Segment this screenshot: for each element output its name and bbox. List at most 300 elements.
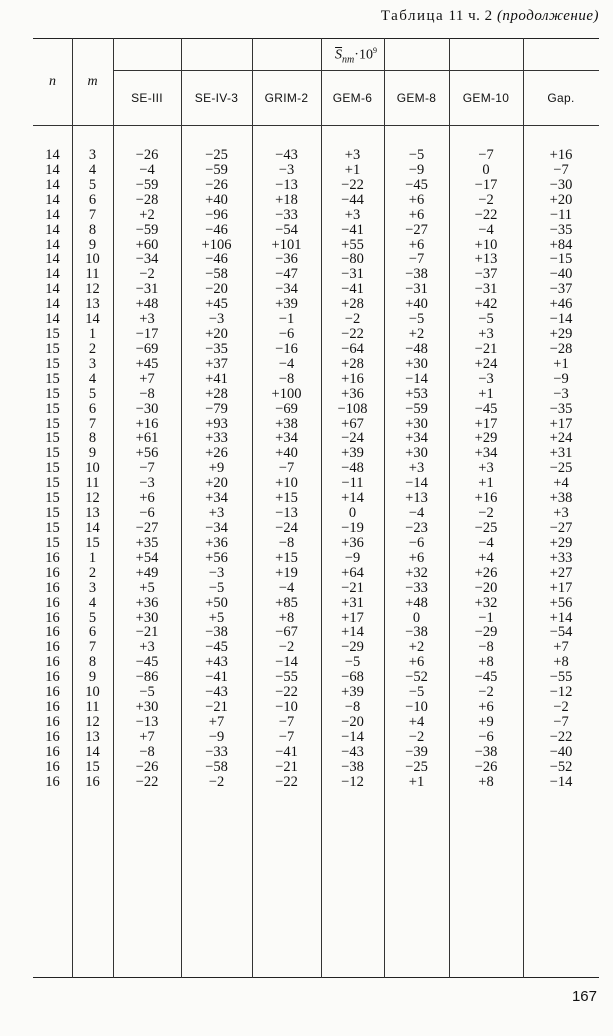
cell-grim-2: −36: [275, 251, 298, 268]
cell-se-iv-3: +34: [205, 490, 228, 507]
cell-gem-6: +36: [341, 385, 364, 402]
cell-m: 10: [85, 460, 100, 477]
cell-n: 14: [45, 206, 60, 223]
table-row: [33, 625, 599, 640]
cell-gem-10: −26: [474, 758, 498, 775]
cell-se-iv-3: +43: [205, 654, 228, 671]
cell-gem-6: +28: [341, 355, 364, 372]
cell-gem-6: −24: [341, 430, 364, 447]
cell-n: 15: [45, 534, 60, 551]
cell-se-iv-3: +9: [208, 460, 225, 477]
cell-grim-2: −8: [278, 534, 295, 551]
table-row: [33, 476, 599, 491]
cell-gem-8: +30: [405, 415, 428, 432]
cell-se-iii: +3: [139, 311, 155, 328]
cell-gem-10: −29: [474, 624, 498, 641]
cell-gem-8: +6: [408, 191, 425, 208]
cell-se-iv-3: −33: [205, 743, 228, 760]
cell-se-iii: +30: [135, 609, 159, 626]
cell-m: 7: [88, 639, 97, 656]
cell-gem-8: +34: [405, 430, 428, 447]
cell-grim-2: +18: [275, 191, 298, 208]
cell-gem-10: −45: [474, 400, 498, 417]
cell-gem-8: −9: [408, 161, 425, 178]
table-row: [33, 267, 599, 282]
cell-gem-6: +55: [341, 236, 364, 253]
cell-se-iv-3: −3: [208, 311, 225, 328]
cell-se-iv-3: +26: [205, 445, 228, 462]
cell-m: 6: [88, 624, 97, 641]
table-row: [33, 312, 599, 327]
cell-gem-10: −2: [478, 684, 494, 701]
table-row: [33, 775, 599, 790]
table-row: [33, 551, 599, 566]
cell-n: 14: [45, 266, 60, 283]
cell-gem-6: +14: [341, 490, 364, 507]
cell-gem-6: −12: [341, 773, 364, 790]
cell-grim-2: +15: [275, 549, 298, 566]
cell-gem-8: −23: [405, 520, 428, 536]
cell-gem-6: +17: [341, 609, 364, 626]
cell-gem-8: −33: [405, 579, 428, 596]
cell-se-iv-3: −46: [205, 251, 228, 268]
cell-gem-8: +30: [405, 355, 428, 372]
cell-n: 15: [45, 475, 60, 492]
cell-n: 16: [45, 579, 60, 596]
table-row: [33, 685, 599, 700]
cell-gap: +17: [549, 415, 573, 432]
cell-m: 3: [88, 355, 97, 372]
table-row: [33, 461, 599, 476]
cell-gem-8: −2: [408, 728, 425, 745]
cell-gem-10: +1: [478, 475, 494, 492]
cell-se-iii: −28: [135, 191, 159, 208]
cell-gem-6: +36: [341, 534, 364, 551]
table-row: [33, 745, 599, 760]
cell-gap: −15: [549, 251, 573, 268]
cell-gem-6: −2: [344, 311, 361, 328]
cell-se-iii: −86: [135, 669, 159, 686]
cell-m: 15: [85, 758, 100, 775]
cell-gem-6: −41: [341, 221, 364, 238]
cell-se-iii: +3: [139, 639, 155, 656]
cell-n: 15: [45, 370, 60, 387]
cell-gap: +84: [549, 236, 573, 253]
cell-n: 15: [45, 490, 60, 507]
caption-number: 11 ч. 2: [448, 8, 493, 24]
cell-gem-8: +13: [405, 490, 428, 507]
cell-m: 4: [88, 161, 97, 178]
cell-n: 14: [45, 161, 60, 178]
cell-se-iv-3: +37: [205, 355, 228, 372]
table-row: [33, 238, 599, 253]
cell-gem-10: +3: [478, 460, 494, 477]
cell-n: 16: [45, 713, 60, 730]
cell-m: 8: [88, 430, 97, 447]
cell-grim-2: +38: [275, 415, 298, 432]
cell-grim-2: −33: [275, 206, 298, 223]
cell-se-iv-3: −46: [205, 221, 228, 238]
cell-se-iv-3: +20: [205, 326, 228, 343]
cell-gem-10: −4: [478, 534, 494, 551]
cell-gap: +17: [549, 579, 573, 596]
cell-gem-10: −4: [478, 221, 494, 238]
cell-se-iii: −59: [135, 221, 159, 238]
cell-gem-6: −5: [344, 654, 361, 671]
table-row: [33, 193, 599, 208]
header-group-snm: $\overline{S}_{nm}\cdot 10^9$: [335, 46, 377, 66]
cell-gem-10: −45: [474, 669, 498, 686]
cell-se-iv-3: −20: [205, 281, 228, 298]
cell-gem-8: −52: [405, 669, 428, 686]
cell-gem-8: +6: [408, 549, 425, 566]
cell-gem-10: +26: [474, 564, 498, 581]
cell-se-iii: −7: [139, 460, 155, 477]
cell-se-iii: +16: [135, 415, 159, 432]
header-col-se-iv-3: SE-IV-3: [194, 91, 239, 105]
cell-grim-2: −8: [278, 370, 295, 387]
cell-gem-6: +39: [341, 684, 364, 701]
table-row: [33, 521, 599, 536]
cell-gem-6: −14: [341, 728, 364, 745]
cell-gap: +29: [549, 534, 573, 551]
cell-gem-8: +3: [408, 460, 425, 477]
cell-se-iv-3: −79: [205, 400, 228, 417]
cell-gap: +24: [549, 430, 573, 447]
cell-se-iv-3: +56: [205, 549, 228, 566]
cell-m: 5: [88, 385, 97, 402]
cell-gap: −27: [549, 520, 573, 536]
cell-gem-8: +6: [408, 236, 425, 253]
cell-gem-6: −44: [341, 191, 364, 208]
table-row: [33, 178, 599, 193]
cell-grim-2: +15: [275, 490, 298, 507]
cell-se-iii: −21: [135, 624, 159, 641]
cell-gem-6: −29: [341, 639, 364, 656]
cell-se-iv-3: +40: [205, 191, 228, 208]
cell-gem-6: −48: [341, 460, 364, 477]
cell-gem-8: +6: [408, 654, 425, 671]
cell-grim-2: −3: [278, 161, 295, 178]
cell-n: 16: [45, 728, 60, 745]
table-row: [33, 148, 599, 163]
cell-m: 9: [88, 669, 97, 686]
cell-gem-10: −6: [478, 728, 494, 745]
cell-gem-10: −21: [474, 340, 498, 357]
cell-gem-8: −5: [408, 311, 425, 328]
cell-m: 8: [88, 654, 97, 671]
cell-gap: +31: [549, 445, 573, 462]
cell-gem-6: −64: [341, 340, 364, 357]
cell-gem-10: −5: [478, 311, 494, 328]
cell-n: 16: [45, 609, 60, 626]
cell-n: 14: [45, 236, 60, 253]
table-row: [33, 252, 599, 267]
cell-n: 14: [45, 191, 60, 208]
cell-n: 16: [45, 758, 60, 775]
cell-gap: −52: [549, 758, 573, 775]
cell-se-iv-3: −21: [205, 699, 228, 716]
cell-m: 2: [88, 564, 97, 581]
cell-grim-2: +34: [275, 430, 298, 447]
table-caption: [381, 8, 599, 25]
cell-gem-10: −20: [474, 579, 498, 596]
cell-m: 9: [88, 445, 97, 462]
cell-se-iv-3: +45: [205, 296, 228, 313]
cell-m: 14: [85, 520, 100, 536]
table-row: [33, 357, 599, 372]
cell-gem-8: −5: [408, 684, 425, 701]
page-number: 167: [571, 988, 597, 1005]
header-m: m: [87, 74, 98, 89]
cell-gem-8: +32: [405, 564, 428, 581]
cell-gem-6: −38: [341, 758, 364, 775]
cell-gem-10: +24: [474, 355, 498, 372]
table-row: [33, 655, 599, 670]
cell-m: 4: [88, 370, 97, 387]
cell-m: 4: [88, 594, 97, 611]
cell-n: 16: [45, 639, 60, 656]
cell-se-iii: +35: [135, 534, 159, 551]
table-row: [33, 670, 599, 685]
cell-m: 7: [88, 415, 97, 432]
cell-n: 15: [45, 430, 60, 447]
cell-se-iii: +7: [139, 728, 155, 745]
cell-n: 14: [45, 221, 60, 238]
cell-gem-10: +1: [478, 385, 494, 402]
cell-gem-8: −4: [408, 505, 425, 522]
cell-gap: −40: [549, 266, 573, 283]
cell-se-iv-3: +3: [208, 505, 225, 522]
cell-se-iv-3: −96: [205, 206, 228, 223]
cell-m: 11: [85, 475, 100, 492]
cell-gem-10: +29: [474, 430, 498, 447]
cell-gem-10: +10: [474, 236, 498, 253]
cell-grim-2: −69: [275, 400, 298, 417]
cell-se-iv-3: −38: [205, 624, 228, 641]
cell-grim-2: −2: [278, 639, 295, 656]
cell-m: 14: [85, 743, 100, 760]
cell-gem-8: −38: [405, 624, 428, 641]
header-col-grim-2: GRIM-2: [264, 91, 309, 105]
cell-n: 16: [45, 624, 60, 641]
cell-gem-6: −22: [341, 326, 364, 343]
cell-n: 16: [45, 743, 60, 760]
cell-gap: −28: [549, 340, 573, 357]
cell-se-iv-3: +106: [201, 236, 232, 253]
cell-gem-6: −21: [341, 579, 364, 596]
cell-gem-10: +3: [478, 326, 494, 343]
cell-gap: +27: [549, 564, 573, 581]
cell-n: 15: [45, 460, 60, 477]
cell-m: 2: [88, 340, 97, 357]
header-n: n: [49, 74, 56, 89]
cell-grim-2: −55: [275, 669, 298, 686]
cell-se-iii: +6: [139, 490, 155, 507]
cell-m: 5: [88, 176, 97, 193]
cell-gem-8: −31: [405, 281, 428, 298]
cell-gem-8: +40: [405, 296, 428, 313]
cell-gem-6: −11: [341, 475, 364, 492]
cell-gem-6: +31: [341, 594, 364, 611]
table-row: [33, 506, 599, 521]
cell-gem-10: −2: [478, 505, 494, 522]
table-row: [33, 446, 599, 461]
cell-gem-6: −31: [341, 266, 364, 283]
cell-se-iv-3: −3: [208, 564, 225, 581]
cell-m: 15: [85, 534, 100, 551]
cell-grim-2: −47: [275, 266, 298, 283]
table-row: [33, 342, 599, 357]
table-row: [33, 596, 599, 611]
cell-gap: +3: [553, 505, 569, 522]
cell-se-iii: −4: [139, 161, 155, 178]
cell-gem-10: −8: [478, 639, 494, 656]
table-row: [33, 417, 599, 432]
cell-m: 9: [88, 236, 97, 253]
cell-gem-8: −7: [408, 251, 425, 268]
cell-se-iii: −8: [139, 743, 155, 760]
cell-se-iii: −26: [135, 758, 159, 775]
cell-n: 14: [45, 281, 60, 298]
cell-gap: +29: [549, 326, 573, 343]
cell-m: 13: [85, 296, 100, 313]
cell-gap: −14: [549, 773, 573, 790]
cell-grim-2: −7: [278, 713, 295, 730]
cell-se-iii: −26: [135, 147, 159, 163]
header-col-gem-8: GEM-8: [396, 91, 437, 105]
cell-m: 12: [85, 281, 100, 298]
header-col-gem-6: GEM-6: [332, 91, 373, 105]
table-row: [33, 566, 599, 581]
table-row: [33, 431, 599, 446]
cell-se-iii: +36: [135, 594, 159, 611]
cell-se-iii: −13: [135, 713, 159, 730]
table-row: [33, 372, 599, 387]
caption-title: Таблица: [380, 8, 445, 24]
cell-grim-2: +8: [278, 609, 295, 626]
cell-se-iii: −8: [139, 385, 155, 402]
cell-gem-10: +34: [474, 445, 498, 462]
cell-grim-2: −14: [275, 654, 298, 671]
cell-n: 14: [45, 251, 60, 268]
table-row: [33, 611, 599, 626]
cell-gap: +1: [553, 355, 569, 372]
cell-grim-2: +101: [271, 236, 302, 253]
cell-se-iii: −17: [135, 326, 159, 343]
cell-se-iv-3: −43: [205, 684, 228, 701]
cell-se-iv-3: +20: [205, 475, 228, 492]
cell-se-iii: −34: [135, 251, 159, 268]
cell-se-iv-3: −58: [205, 266, 228, 283]
cell-gem-10: +8: [478, 654, 494, 671]
cell-gap: +14: [549, 609, 573, 626]
cell-grim-2: −16: [275, 340, 298, 357]
cell-gem-8: −45: [405, 176, 428, 193]
cell-gem-6: −41: [341, 281, 364, 298]
cell-grim-2: −24: [275, 520, 298, 536]
cell-n: 14: [45, 176, 60, 193]
cell-m: 6: [88, 400, 97, 417]
cell-gem-6: −68: [341, 669, 364, 686]
cell-n: 16: [45, 773, 60, 790]
cell-gap: −37: [549, 281, 573, 298]
cell-gem-6: 0: [348, 505, 357, 522]
cell-se-iii: −69: [135, 340, 159, 357]
cell-n: 16: [45, 699, 60, 716]
cell-gap: +20: [549, 191, 573, 208]
cell-gem-6: −20: [341, 713, 364, 730]
cell-gap: −35: [549, 221, 573, 238]
cell-n: 15: [45, 445, 60, 462]
cell-se-iv-3: +5: [208, 609, 225, 626]
cell-gem-8: +53: [405, 385, 428, 402]
cell-se-iv-3: −5: [208, 579, 225, 596]
cell-se-iv-3: −59: [205, 161, 228, 178]
cell-gem-10: +42: [474, 296, 498, 313]
cell-m: 1: [88, 326, 97, 343]
header-col-se-iii: SE-III: [131, 91, 163, 105]
cell-se-iii: −27: [135, 520, 159, 536]
cell-se-iii: −45: [135, 654, 159, 671]
cell-se-iii: −30: [135, 400, 159, 417]
table-row: [33, 402, 599, 417]
cell-gem-10: +13: [474, 251, 498, 268]
cell-gem-8: +6: [408, 206, 425, 223]
cell-grim-2: −41: [275, 743, 298, 760]
cell-se-iv-3: −45: [205, 639, 228, 656]
table-row: [33, 387, 599, 402]
cell-gem-6: −9: [344, 549, 361, 566]
cell-gap: −3: [553, 385, 569, 402]
header-bottom-rule: [33, 125, 599, 126]
cell-gem-8: +2: [408, 639, 425, 656]
cell-gem-10: +32: [474, 594, 498, 611]
cell-grim-2: −43: [275, 147, 298, 163]
cell-gap: +8: [553, 654, 569, 671]
cell-m: 12: [85, 490, 100, 507]
cell-gap: +16: [549, 147, 573, 163]
cell-se-iv-3: +41: [205, 370, 228, 387]
cell-gem-6: −22: [341, 176, 364, 193]
cell-gem-10: 0: [482, 161, 490, 178]
header-col-gap: Gap.: [547, 91, 575, 105]
cell-se-iv-3: +50: [205, 594, 228, 611]
cell-se-iv-3: −35: [205, 340, 228, 357]
cell-gem-6: +1: [344, 161, 361, 178]
cell-m: 11: [85, 699, 100, 716]
cell-grim-2: −4: [278, 579, 295, 596]
cell-grim-2: +39: [275, 296, 298, 313]
cell-se-iii: +45: [135, 355, 159, 372]
cell-gem-8: +1: [408, 773, 425, 790]
cell-n: 15: [45, 415, 60, 432]
cell-gem-6: +39: [341, 445, 364, 462]
table-row: [33, 536, 599, 551]
cell-se-iii: −6: [139, 505, 155, 522]
cell-gem-8: −14: [405, 475, 428, 492]
cell-n: 15: [45, 520, 60, 536]
header-group-rule: [113, 70, 599, 71]
cell-gap: +4: [553, 475, 569, 492]
cell-se-iii: +56: [135, 445, 159, 462]
cell-m: 10: [85, 251, 100, 268]
cell-n: 14: [45, 311, 60, 328]
cell-gem-10: +17: [474, 415, 498, 432]
cell-grim-2: −1: [278, 311, 295, 328]
cell-se-iii: −31: [135, 281, 159, 298]
cell-gem-8: −27: [405, 221, 428, 238]
